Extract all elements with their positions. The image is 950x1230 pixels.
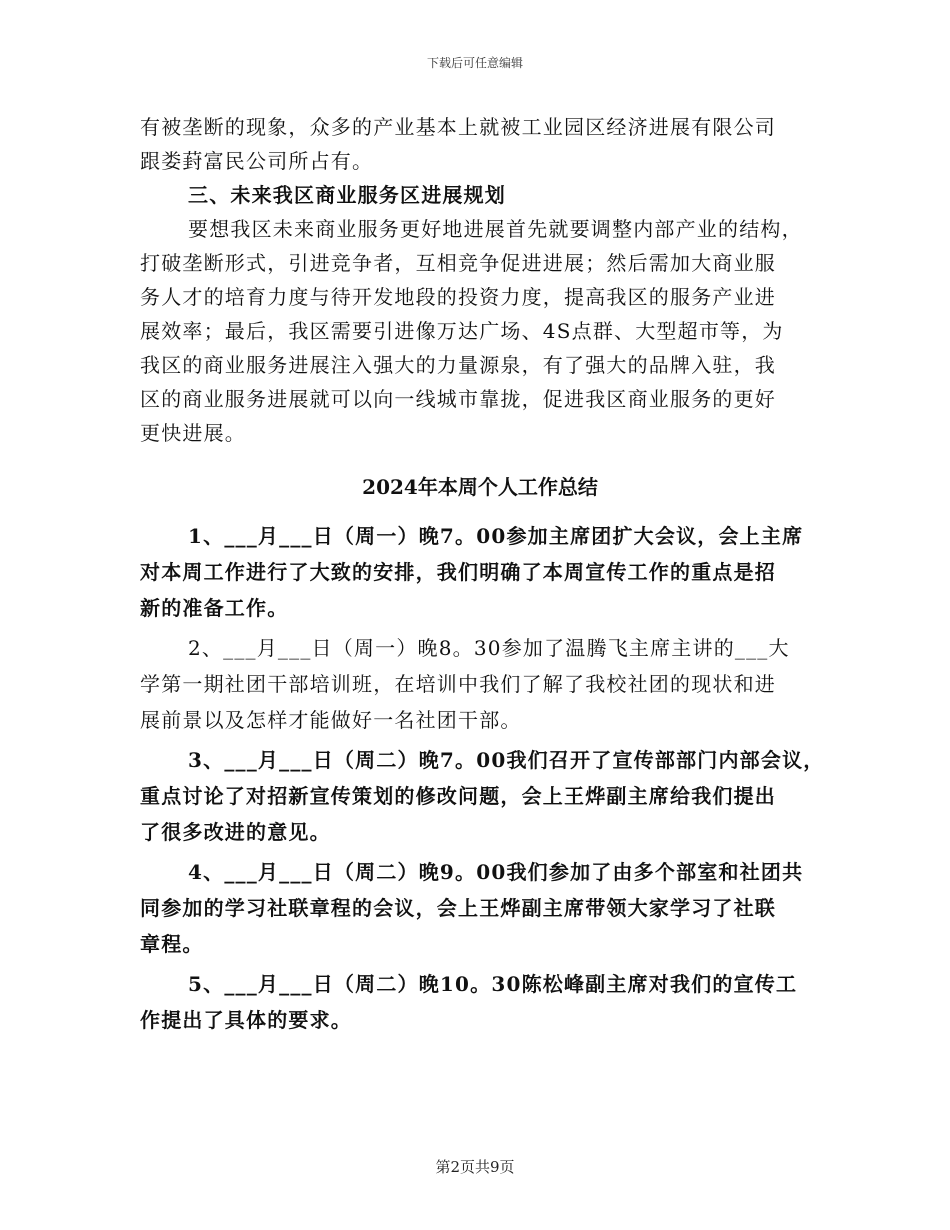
text-line: 重点讨论了对招新宣传策划的修改问题，会上王烨副主席给我们提出: [140, 784, 776, 808]
summary-item: [140, 854, 820, 962]
section-heading: 三、未来我区商业服务区进展规划: [188, 183, 506, 207]
text-line: 我区的商业服务进展注入强大的力量源泉，有了强大的品牌入驻，我: [140, 353, 776, 377]
text-line: 跟娄葑富民公司所占有。: [140, 149, 374, 173]
text-line: 展前景以及怎样才能做好一名社团干部。: [140, 708, 522, 732]
page-footer: 第2页共9页: [435, 1158, 515, 1176]
section-paragraph: [140, 212, 820, 450]
text-line: 要想我区未来商业服务更好地进展首先就要调整内部产业的结构，: [188, 217, 803, 241]
text-line: 1、___月___日（周一）晚7。00参加主席团扩大会议，会上主席: [188, 524, 804, 548]
text-line: 更快进展。: [140, 421, 246, 445]
text-line: 新的准备工作。: [140, 596, 289, 620]
text-line: 4、___月___日（周二）晚9。00我们参加了由多个部室和社团共: [188, 860, 804, 884]
text-line: 展效率；最后，我区需要引进像万达广场、4S点群、大型超市等，为: [140, 319, 784, 343]
text-line: 作提出了具体的要求。: [140, 1008, 352, 1032]
text-line: 2、___月___日（周一）晚8。30参加了温腾飞主席主讲的___大: [188, 636, 790, 660]
text-line: 章程。: [140, 932, 204, 956]
text-line: 了很多改进的意见。: [140, 820, 331, 844]
summary-title: 2024年本周个人工作总结: [362, 475, 598, 499]
text-line: 有被垄断的现象，众多的产业基本上就被工业园区经济进展有限公司: [140, 115, 776, 139]
text-line: 对本周工作进行了大致的安排，我们明确了本周宣传工作的重点是招: [140, 560, 776, 584]
summary-item: [140, 518, 820, 626]
text-line: 3、___月___日（周二）晚7。00我们召开了宣传部部门内部会议，: [188, 748, 825, 772]
text-line: 同参加的学习社联章程的会议，会上王烨副主席带领大家学习了社联: [140, 896, 776, 920]
text-line: 务人才的培育力度与待开发地段的投资力度，提高我区的服务产业进: [140, 285, 776, 309]
document-body: [140, 110, 825, 1042]
text-line: 打破垄断形式，引进竞争者，互相竞争促进进展；然后需加大商业服: [140, 251, 776, 275]
text-line: 学第一期社团干部培训班，在培训中我们了解了我校社团的现状和进: [140, 672, 776, 696]
summary-item: [140, 630, 820, 738]
text-line: 区的商业服务进展就可以向一线城市靠拢，促进我区商业服务的更好: [140, 387, 776, 411]
intro-paragraph: [140, 110, 820, 178]
page-header: 下载后可任意编辑: [426, 56, 523, 70]
summary-item: [140, 966, 820, 1038]
text-line: 5、___月___日（周二）晚10。30陈松峰副主席对我们的宣传工: [188, 972, 798, 996]
summary-item: [140, 742, 825, 850]
